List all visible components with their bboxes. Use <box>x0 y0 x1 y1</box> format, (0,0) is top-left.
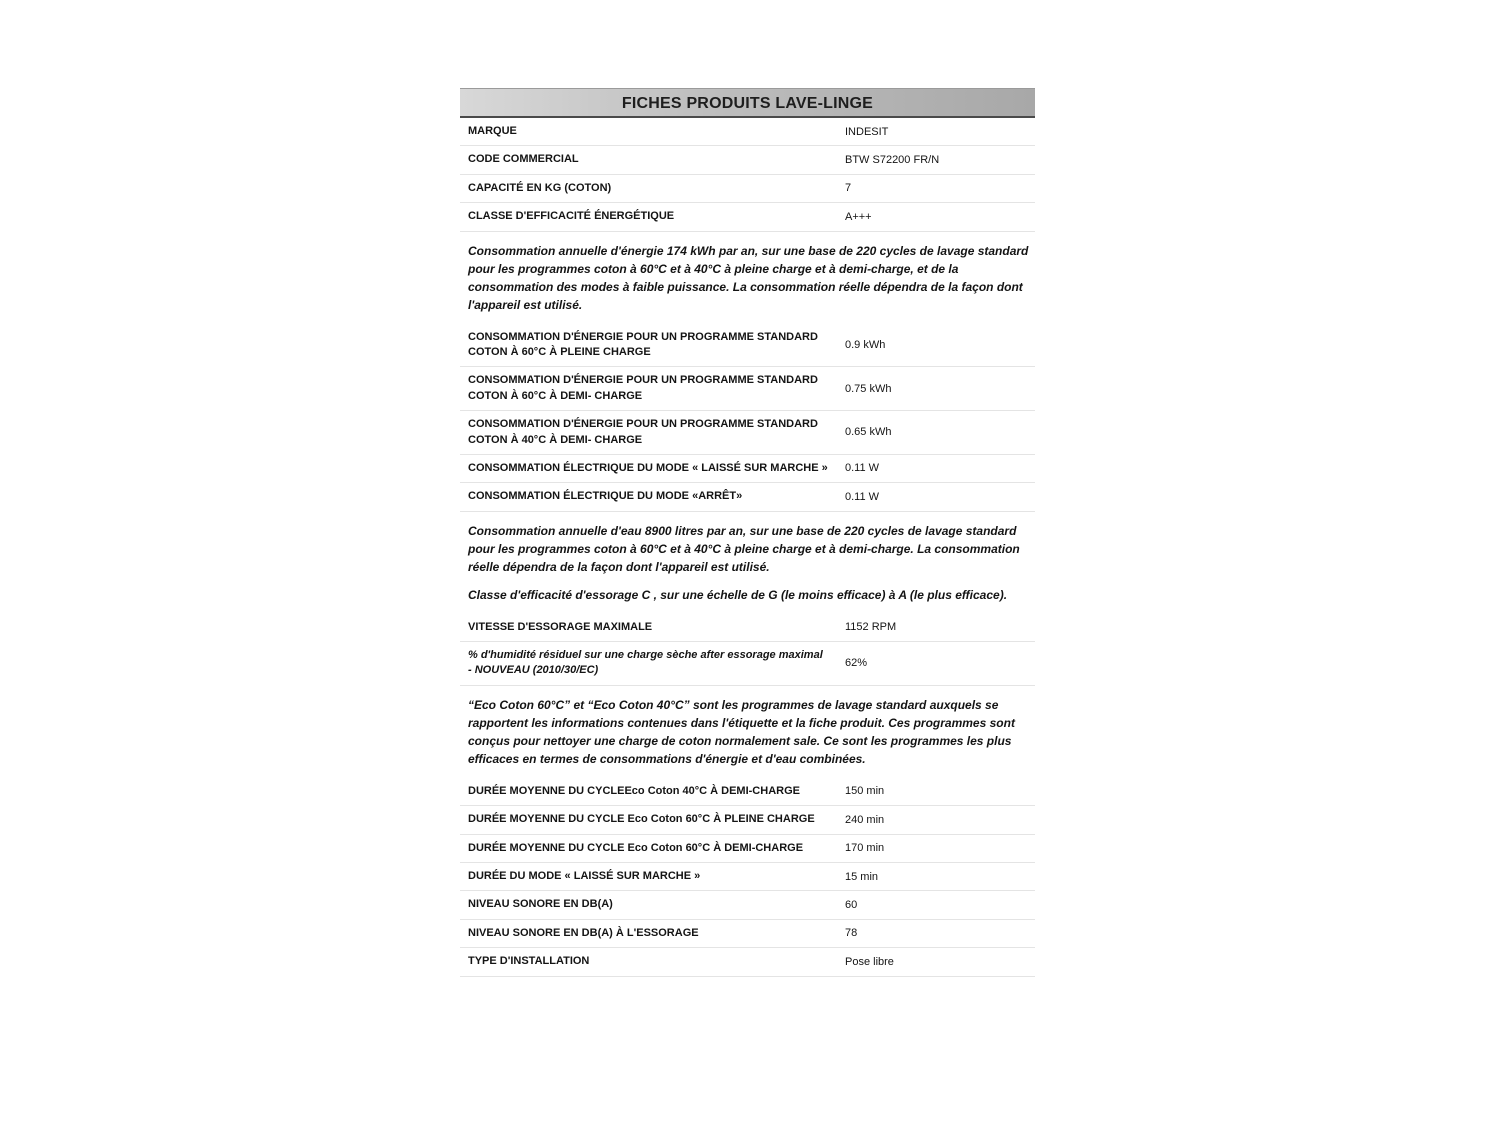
spec-label: CONSOMMATION ÉLECTRIQUE DU MODE «ARRÊT» <box>468 490 743 503</box>
spec-label: TYPE D'INSTALLATION <box>468 955 590 968</box>
annual-water-note: Consommation annuelle d'eau 8900 litres par an, sur une base de 220 cycles de lavage standard pour les programmes coton à 60°C et à 40°C à pleine charge et à demi-charge. La consommation réelle dépendra de la façon dont l'appareil est utilisé. <box>468 523 1020 574</box>
spec-label: NIVEAU SONORE EN DB(A) À L'ESSORAGE <box>468 926 699 939</box>
spec-label: CODE COMMERCIAL <box>468 153 579 166</box>
spec-value: 0.75 kWh <box>845 382 892 395</box>
table-row <box>460 367 1035 411</box>
spec-label: DURÉE MOYENNE DU CYCLEEco Coton 40°C À DEMI-CHARGE <box>468 784 800 797</box>
table-row <box>460 835 1035 863</box>
energy-consumption-table <box>460 324 1035 512</box>
table-row <box>460 118 1035 146</box>
table-row <box>460 614 1035 642</box>
spec-value: BTW S72200 FR/N <box>845 153 940 166</box>
spec-value: 0.9 kWh <box>845 338 886 351</box>
spec-value: 60 <box>845 898 858 911</box>
table-row <box>460 891 1035 919</box>
table-row <box>460 146 1035 174</box>
spec-value: 0.65 kWh <box>845 426 892 439</box>
spec-value: 150 min <box>845 785 885 798</box>
spec-label: DURÉE MOYENNE DU CYCLE Eco Coton 60°C À PLEINE CHARGE <box>468 813 815 826</box>
spec-label: MARQUE <box>468 125 517 137</box>
spec-value: 78 <box>845 927 858 940</box>
page-title: FICHES PRODUITS LAVE-LINGE <box>460 88 1035 118</box>
spec-value: A+++ <box>845 210 872 223</box>
spec-value: INDESIT <box>845 125 889 138</box>
table-row <box>460 483 1035 511</box>
spec-label: CLASSE D'EFFICACITÉ ÉNERGÉTIQUE <box>468 210 675 223</box>
spec-label: % d'humidité résiduel sur une charge sèche after essorage maximal - NOUVEAU (2010/30/EC) <box>468 649 823 677</box>
spin-table <box>460 614 1035 686</box>
spec-value: 0.11 W <box>845 462 880 475</box>
spec-value: 15 min <box>845 870 879 883</box>
spec-label: CONSOMMATION ÉLECTRIQUE DU MODE « LAISSÉ SUR MARCHE » <box>468 461 828 474</box>
duration-table <box>460 778 1035 977</box>
table-row <box>460 863 1035 891</box>
spec-value: 7 <box>845 182 852 195</box>
table-row <box>460 642 1035 686</box>
eco-programs-note: “Eco Coton 60°C” et “Eco Coton 40°C” sont les programmes de lavage standard auxquels se rapportent les informations contenues dans l'étiquette et la fiche produit. Ces programmes sont conçus pour nettoyer une charge de coton normalement sale. Ce sont les programmes les plus efficaces en termes de consommations d'énergie et d'eau combinées. <box>468 697 1015 766</box>
product-sheet <box>460 88 1035 977</box>
table-row <box>460 411 1035 455</box>
spec-label: NIVEAU SONORE EN DB(A) <box>468 898 613 911</box>
table-row <box>460 920 1035 948</box>
table-row <box>460 175 1035 203</box>
table-row <box>460 203 1035 231</box>
spec-label: CONSOMMATION D'ÉNERGIE POUR UN PROGRAMME STANDARD COTON À 60°C À PLEINE CHARGE <box>468 330 818 358</box>
spec-label: DURÉE MOYENNE DU CYCLE Eco Coton 60°C À DEMI-CHARGE <box>468 841 804 854</box>
spin-class-note: Classe d'efficacité d'essorage C , sur une échelle de G (le moins efficace) à A (le plus efficace). <box>468 587 1008 602</box>
spec-label: CAPACITÉ EN KG (COTON) <box>468 181 612 194</box>
spec-value: Pose libre <box>845 955 894 968</box>
spec-value: 62% <box>845 657 868 670</box>
spec-value: 0.11 W <box>845 490 880 503</box>
spec-label: VITESSE D'ESSORAGE MAXIMALE <box>468 620 653 633</box>
spec-label: CONSOMMATION D'ÉNERGIE POUR UN PROGRAMME STANDARD COTON À 40°C À DEMI- CHARGE <box>468 418 818 446</box>
product-info-table <box>460 118 1035 232</box>
spec-label: CONSOMMATION D'ÉNERGIE POUR UN PROGRAMME STANDARD COTON À 60°C À DEMI- CHARGE <box>468 374 818 402</box>
table-row <box>460 455 1035 483</box>
table-row <box>460 948 1035 976</box>
spec-label: DURÉE DU MODE « LAISSÉ SUR MARCHE » <box>468 870 701 883</box>
table-row <box>460 806 1035 834</box>
table-row <box>460 324 1035 368</box>
spec-value: 1152 RPM <box>845 621 897 634</box>
spec-value: 240 min <box>845 813 885 826</box>
spec-value: 170 min <box>845 842 885 855</box>
annual-energy-note: Consommation annuelle d'énergie 174 kWh par an, sur une base de 220 cycles de lavage standard pour les programmes coton à 60°C et à 40°C à pleine charge et à demi-charge, et de la consommation des modes à faible puissance. La consommation réelle dépendra de la façon dont l'appareil est utilisé. <box>468 243 1029 312</box>
table-row <box>460 778 1035 806</box>
